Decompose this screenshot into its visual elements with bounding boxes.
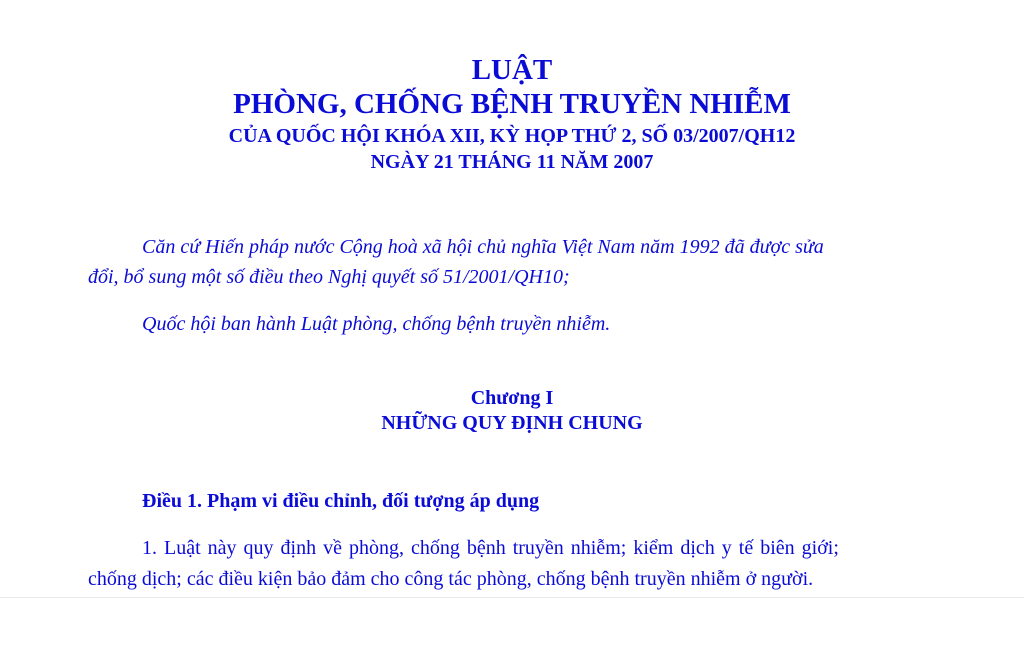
article-1-clause-1-line-2: chống dịch; các điều kiện bảo đảm cho công tác phòng, chống bệnh truyền nhiễm ở người. xyxy=(88,568,814,590)
page-bottom-area xyxy=(0,597,1024,647)
law-subject: PHÒNG, CHỐNG BỆNH TRUYỀN NHIỄM xyxy=(233,88,791,120)
article-1-heading: Điều 1. Phạm vi điều chỉnh, đối tượng áp dụng xyxy=(142,490,540,512)
preamble-basis-line-2: đổi, bổ sung một số điều theo Nghị quyết số 51/2001/QH10; xyxy=(88,266,570,288)
chapter-number: Chương I xyxy=(470,387,554,409)
chapter-title: NHỮNG QUY ĐỊNH CHUNG xyxy=(381,412,643,434)
article-1-clause-1-line-1: 1. Luật này quy định về phòng, chống bệnh truyền nhiễm; kiểm dịch y tế biên giới; xyxy=(142,537,839,559)
law-title: LUẬT xyxy=(471,54,553,86)
preamble-basis-line-1: Căn cứ Hiến pháp nước Cộng hoà xã hội chủ nghĩa Việt Nam năm 1992 đã được sửa xyxy=(142,236,824,258)
preamble-enactment: Quốc hội ban hành Luật phòng, chống bệnh truyền nhiễm. xyxy=(142,313,611,335)
law-date: NGÀY 21 THÁNG 11 NĂM 2007 xyxy=(370,151,654,173)
law-issuer: CỦA QUỐC HỘI KHÓA XII, KỲ HỌP THỨ 2, SỐ 03/2007/QH12 xyxy=(228,125,796,147)
